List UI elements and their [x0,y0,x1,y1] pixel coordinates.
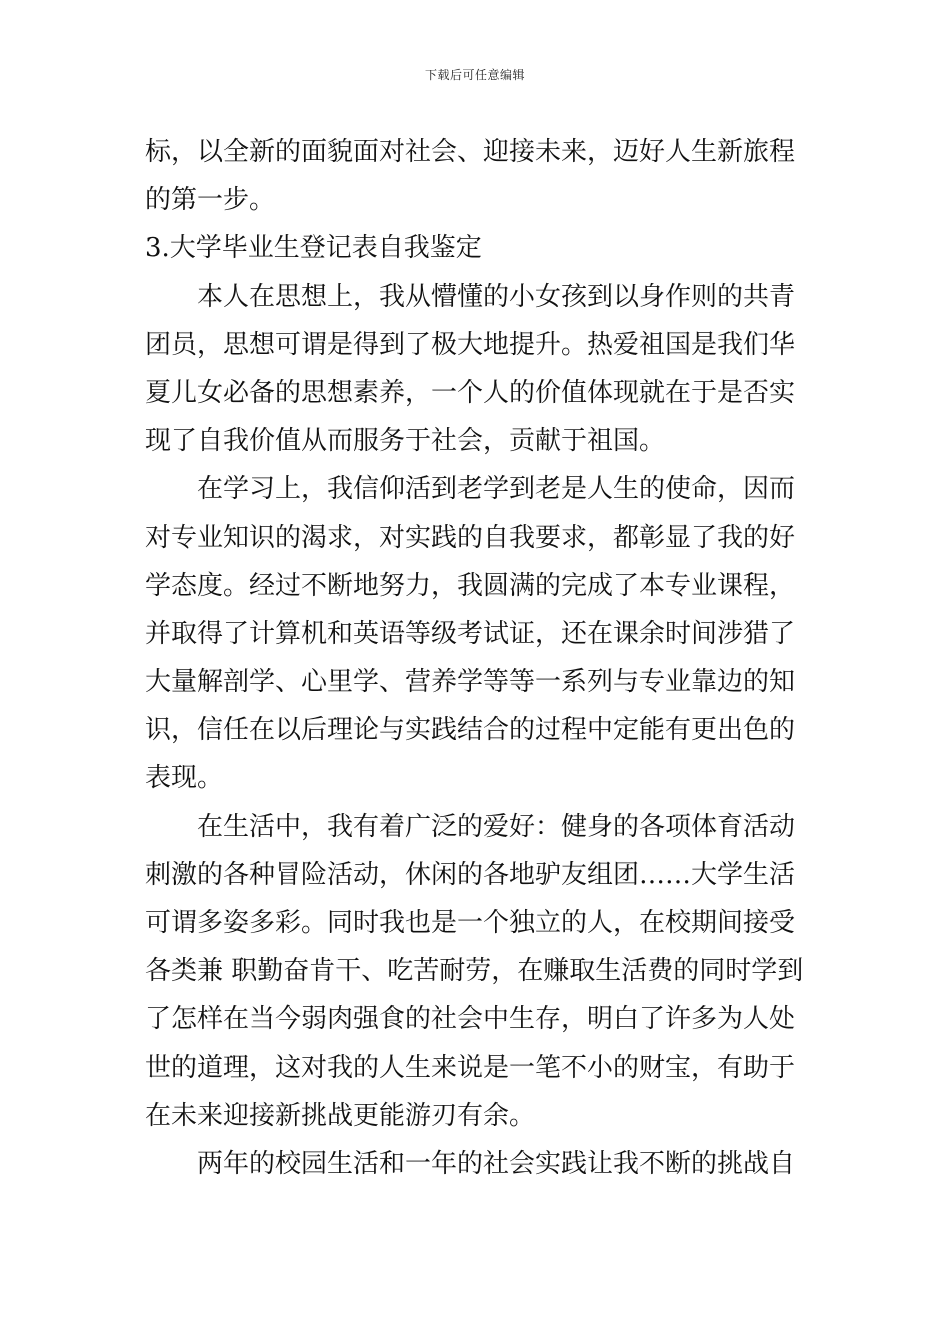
text-line: 并取得了计算机和英语等级考试证，还在课余时间涉猎了 [145,618,796,649]
document-body [145,128,810,1188]
text-line: 的第一步。 [145,185,276,216]
text-line: 现了自我价值从而服务于社会，贡献于祖国。 [145,426,666,457]
text-line: 刺激的各种冒险活动，休闲的各地驴友组团……大学生活 [145,859,796,890]
text-line: 识，信任在以后理论与实践结合的过程中定能有更出色的 [145,715,796,746]
paragraph-first-line: 本人在思想上，我从懵懂的小女孩到以身作则的共青 [197,281,796,312]
text-line: 各类兼 职勤奋肯干、吃苦耐劳，在赚取生活费的同时学到 [145,956,804,987]
text-line: 对专业知识的渴求，对实践的自我要求，都彰显了我的好 [145,522,796,553]
text-line: 团员，思想可谓是得到了极大地提升。热爱祖国是我们华 [145,329,796,360]
page-header: 下载后可任意编辑 [424,68,525,82]
text-line: 了怎样在当今弱肉强食的社会中生存，明白了许多为人处 [145,1004,796,1035]
text-line: 大量解剖学、心里学、营养学等等一系列与专业靠边的知 [145,667,796,698]
paragraph-first-line: 在生活中，我有着广泛的爱好：健身的各项体育活动 [197,811,796,842]
text-line: 夏儿女必备的思想素养，一个人的价值体现就在于是否实 [145,377,796,408]
paragraph-first-line: 在学习上，我信仰活到老学到老是人生的使命，因而 [197,474,796,505]
text-line: 世的道理，这对我的人生来说是一笔不小的财宝，有助于 [145,1052,796,1083]
section-heading: 3.大学毕业生登记表自我鉴定 [145,233,482,264]
text-line: 在未来迎接新挑战更能游刃有余。 [145,1100,536,1131]
paragraph-first-line: 两年的校园生活和一年的社会实践让我不断的挑战自 [197,1148,796,1179]
text-line: 学态度。经过不断地努力，我圆满的完成了本专业课程， [145,570,796,601]
text-line: 可谓多姿多彩。同时我也是一个独立的人，在校期间接受 [145,908,796,938]
text-line: 表现。 [145,763,224,794]
text-line: 标，以全新的面貌面对社会、迎接未来，迈好人生新旅程 [145,137,796,167]
